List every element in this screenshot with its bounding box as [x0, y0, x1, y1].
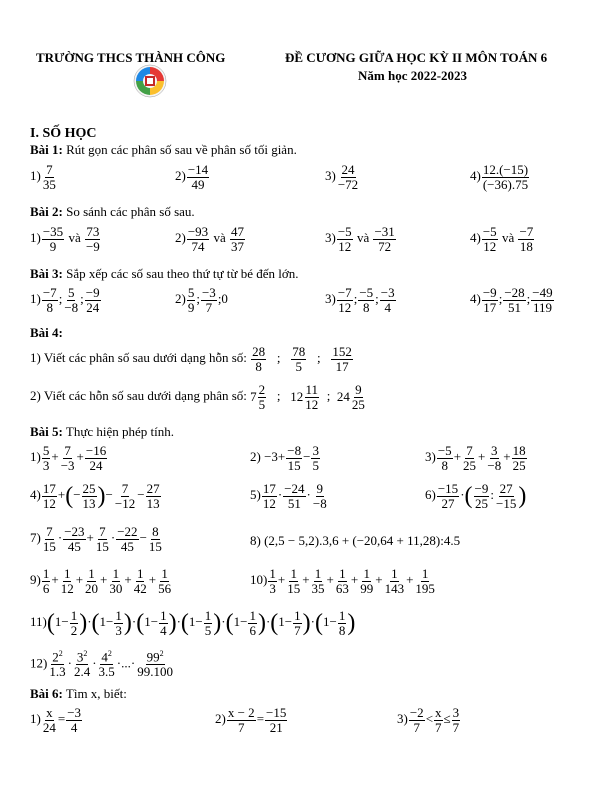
school-logo-icon: [133, 64, 167, 98]
bai3-label: Bài 3:: [30, 266, 63, 281]
section-title: I. SỐ HỌC: [30, 126, 97, 141]
bai5-q6: 6) $\frac{-15}{27}$ ·( $\frac{-9}{25}$ : $\frac{27}{-15}$ ): [425, 481, 527, 511]
bai3-text: Sắp xếp các số sau theo thứ tự từ bé đến lớn.: [62, 266, 299, 281]
bai2-text: So sánh các phân số sau.: [62, 204, 195, 219]
bai5-q10: 10) $\frac{1}{3}$ + $\frac{1}{15}$ + $\frac{1}{35}$ + $\frac{1}{63}$ + $\frac{1}{99}$ + $\frac{1}{143}$ + $\frac{1}{195}$: [250, 566, 435, 596]
bai6-heading: [30, 686, 127, 702]
bai2-q1: 1) $\frac{-35}{9}$ và $\frac{73}{-9}$: [30, 224, 100, 254]
bai5-q9: 9) $\frac{1}{6}$ + $\frac{1}{12}$ + $\frac{1}{20}$ + $\frac{1}{30}$ + $\frac{1}{42}$ + $\frac{1}{56}$: [30, 566, 172, 596]
bai5-heading: [30, 424, 174, 440]
bai2-q4: 4) $\frac{-5}{12}$ và $\frac{-7}{18}$: [470, 224, 534, 254]
bai6-label: Bài 6:: [30, 686, 63, 701]
school-name: TRƯỜNG THCS THÀNH CÔNG: [36, 50, 226, 65]
bai3-q3: 3) $\frac{-7}{12}$ ; $\frac{-5}{8}$ ; $\frac{-3}{4}$: [325, 285, 395, 315]
bai3-q4: 4) $\frac{-9}{17}$ ; $\frac{-28}{51}$ ; $\frac{-49}{119}$: [470, 285, 553, 315]
bai5-q2: 2) −3+ $\frac{-8}{15}$ − $\frac{3}{5}$: [250, 443, 319, 473]
bai5-q1: 1) $\frac{5}{3}$ + $\frac{7}{-3}$ + $\frac{-16}{24}$: [30, 443, 107, 473]
bai6-text: Tìm x, biết:: [62, 686, 127, 701]
bai1-label: Bài 1:: [30, 142, 63, 157]
bai2-q2: 2) $\frac{-93}{74}$ và $\frac{47}{37}$: [175, 224, 244, 254]
bai4-q2: 2) Viết các hỗn số sau dưới dạng phân số: 7 2 5 ; 12 11 12 ; 24 9 25: [30, 382, 365, 412]
bai1-heading: [30, 142, 297, 158]
bai5-label: Bài 5:: [30, 424, 63, 439]
bai5-text: Thực hiện phép tính.: [62, 424, 175, 439]
bai1-q2: 2) $\frac{-14}{49}$: [175, 162, 209, 192]
bai1-q1: 1) $\frac{7}{35}$: [30, 162, 56, 192]
bai5-q11: 11)(1− $\frac{1}{2}$ )·(1− $\frac{1}{3}$ )·(1− $\frac{1}{4}$ )·(1− $\frac{1}{5}$ )·(1− $\frac{1}{6}$ )·(1− $\frac{1}{7}$ )·(1− $\frac{1}{8}$ ): [30, 608, 356, 638]
bai5-q7: 7) $\frac{7}{15}$ · $\frac{-23}{45}$ + $\frac{7}{15}$ · $\frac{-22}{45}$ − $\frac{8}{15}$: [30, 524, 162, 554]
bai6-q3: 3) $\frac{-2}{7}$ < $\frac{x}{7}$ ≤ $\frac{3}{7}$: [397, 705, 460, 735]
bai4-label: Bài 4:: [30, 325, 63, 340]
bai5-q3: 3) $\frac{-5}{8}$ + $\frac{7}{25}$ + $\frac{3}{-8}$ + $\frac{18}{25}$: [425, 443, 526, 473]
bai6-q1: 1) $\frac{x}{24}$ = $\frac{-3}{4}$: [30, 705, 82, 735]
bai3-q2: 2) $\frac{5}{9}$ ; $\frac{-3}{7}$ ;0: [175, 285, 228, 315]
bai6-q2: 2) $\frac{x - 2}{7}$ = $\frac{-15}{21}$: [215, 705, 287, 735]
bai5-q8: 8) (2,5 − 5,2).3,6 + (−20,64 + 11,28):4.5: [250, 533, 461, 548]
bai3-q1: 1) $\frac{-7}{8}$ ; $\frac{5}{-8}$ ; $\frac{-9}{24}$: [30, 285, 100, 315]
bai2-label: Bài 2:: [30, 204, 63, 219]
bai5-q4: 4) $\frac{17}{12}$ +(− $\frac{25}{13}$ )− $\frac{7}{-12}$ − $\frac{27}{13}$: [30, 481, 160, 511]
bai5-q12: 12) $\frac{2^2}{1.3}$ · $\frac{3^2}{2.4}$ · $\frac{4^2}{3.5}$ ·...· $\frac{99^2}{99.100}$: [30, 649, 173, 679]
bai3-heading: [30, 266, 298, 282]
bai1-q3: 3) $\frac{24}{-72}$: [325, 162, 359, 192]
bai2-q3: 3) $\frac{-5}{12}$ và $\frac{-31}{72}$: [325, 224, 395, 254]
bai4-q1: 1) Viết các phân số sau dưới dạng hỗn số: $\frac{28}{8}$ ; $\frac{78}{5}$ ; $\frac{152}{17}$: [30, 344, 352, 374]
school-year: Năm học 2022-2023: [358, 68, 468, 83]
bai1-text: Rút gọn các phân số sau về phân số tối giản.: [62, 142, 297, 157]
bai5-q5: 5) $\frac{17}{12}$ · $\frac{-24}{51}$ · $\frac{9}{-8}$: [250, 481, 327, 511]
bai1-q4: 4) $\frac{12.(-15)}{(-36).75}$: [470, 162, 529, 192]
bai2-heading: [30, 204, 195, 220]
document-title: ĐỀ CƯƠNG GIỮA HỌC KỲ II MÔN TOÁN 6: [285, 50, 548, 65]
